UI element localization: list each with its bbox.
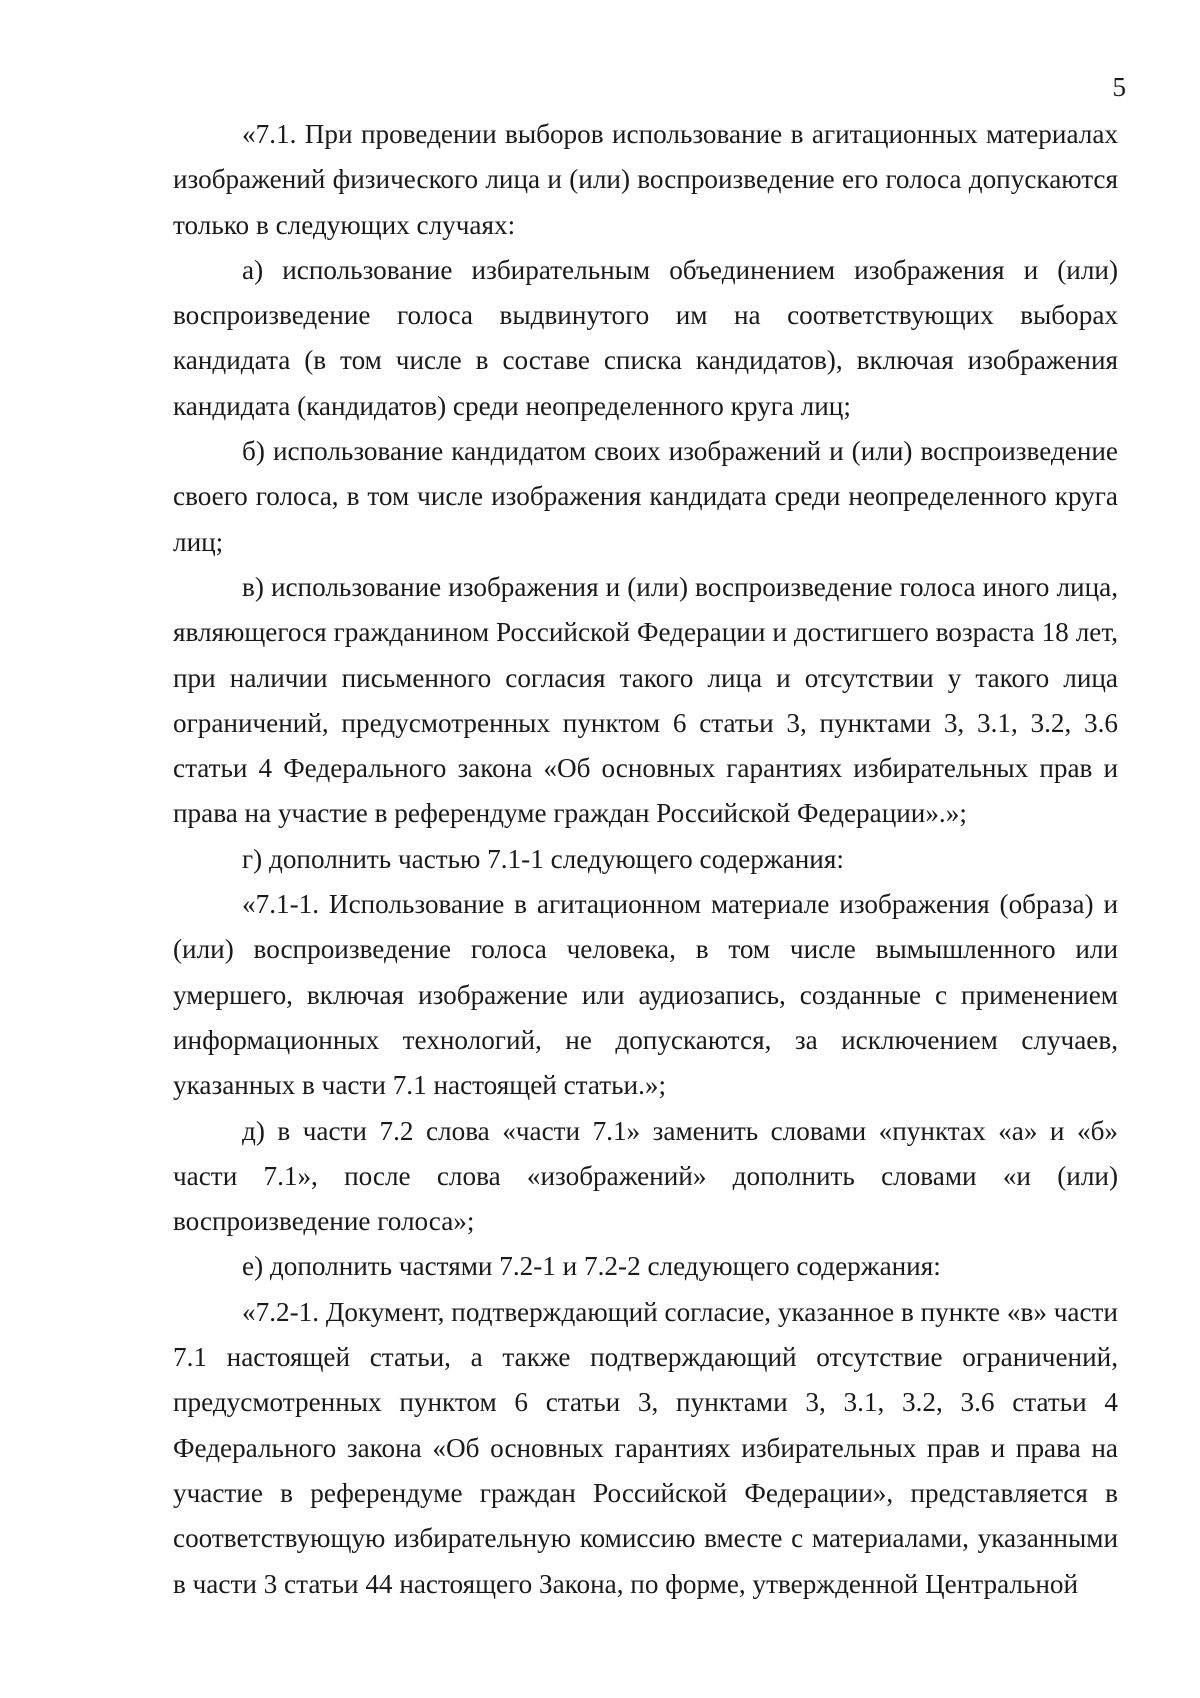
paragraph-7-2-1: «7.2-1. Документ, подтверждающий согласие, указанное в пункте «в» части 7.1 настоящей статьи, а также подтверждающий отсутствие ограничений, предусмотренных пунктом 6 статьи 3, пунктами 3, 3.1, 3.2, 3.6 статьи 4 Федерального закона «Об основных гарантиях избирательных прав и права на участие в референдуме граждан Российской Федерации», представляется в соответствующую избирательную комиссию вместе с материалами, указанными в части 3 статьи 44 настоящего Закона, по форме, утвержденной Центральной [173,1296,1118,1599]
page-number: 5 [1112,72,1126,102]
paragraph-7-1: «7.1. При проведении выборов использование в агитационных материалах изображений физического лица и (или) воспроизведение его голоса допускаются только в следующих случаях: [173,119,1118,240]
paragraph-item-e: е) дополнить частями 7.2-1 и 7.2-2 следующего содержания: [242,1251,941,1282]
document-body [173,112,1118,1607]
paragraph-7-1-1: «7.1-1. Использование в агитационном материале изображения (образа) и (или) воспроизведение голоса человека, в том числе вымышленного или умершего, включая изображение или аудиозапись, созданные с применением информационных технологий, не допускаются, за исключением случаев, указанных в части 7.1 настоящей статьи.»; [173,889,1118,1101]
paragraph-item-v: в) использование изображения и (или) воспроизведение голоса иного лица, являющегося гражданином Российской Федерации и достигшего возраста 18 лет, при наличии письменного согласия такого лица и отсутствии у такого лица ограничений, предусмотренных пунктом 6 статьи 3, пунктами 3, 3.1, 3.2, 3.6 статьи 4 Федерального закона «Об основных гарантиях избирательных прав и права на участие в референдуме граждан Российской Федерации».»; [173,571,1118,829]
paragraph-item-b: б) использование кандидатом своих изображений и (или) воспроизведение своего голоса, в том числе изображения кандидата среди неопределенного круга лиц; [173,436,1118,557]
paragraph-item-d: д) в части 7.2 слова «части 7.1» заменить словами «пунктах «а» и «б» части 7.1», после слова «изображений» дополнить словами «и (или) воспроизведение голоса»; [173,1115,1118,1237]
paragraph-item-g: г) дополнить частью 7.1-1 следующего содержания: [242,843,844,874]
paragraph-item-a: а) использование избирательным объединением изображения и (или) воспроизведение голоса выдвинутого им на соответствующих выборах кандидата (в том числе в составе списка кандидатов), включая изображения кандидата (кандидатов) среди неопределенного круга лиц; [173,254,1118,421]
